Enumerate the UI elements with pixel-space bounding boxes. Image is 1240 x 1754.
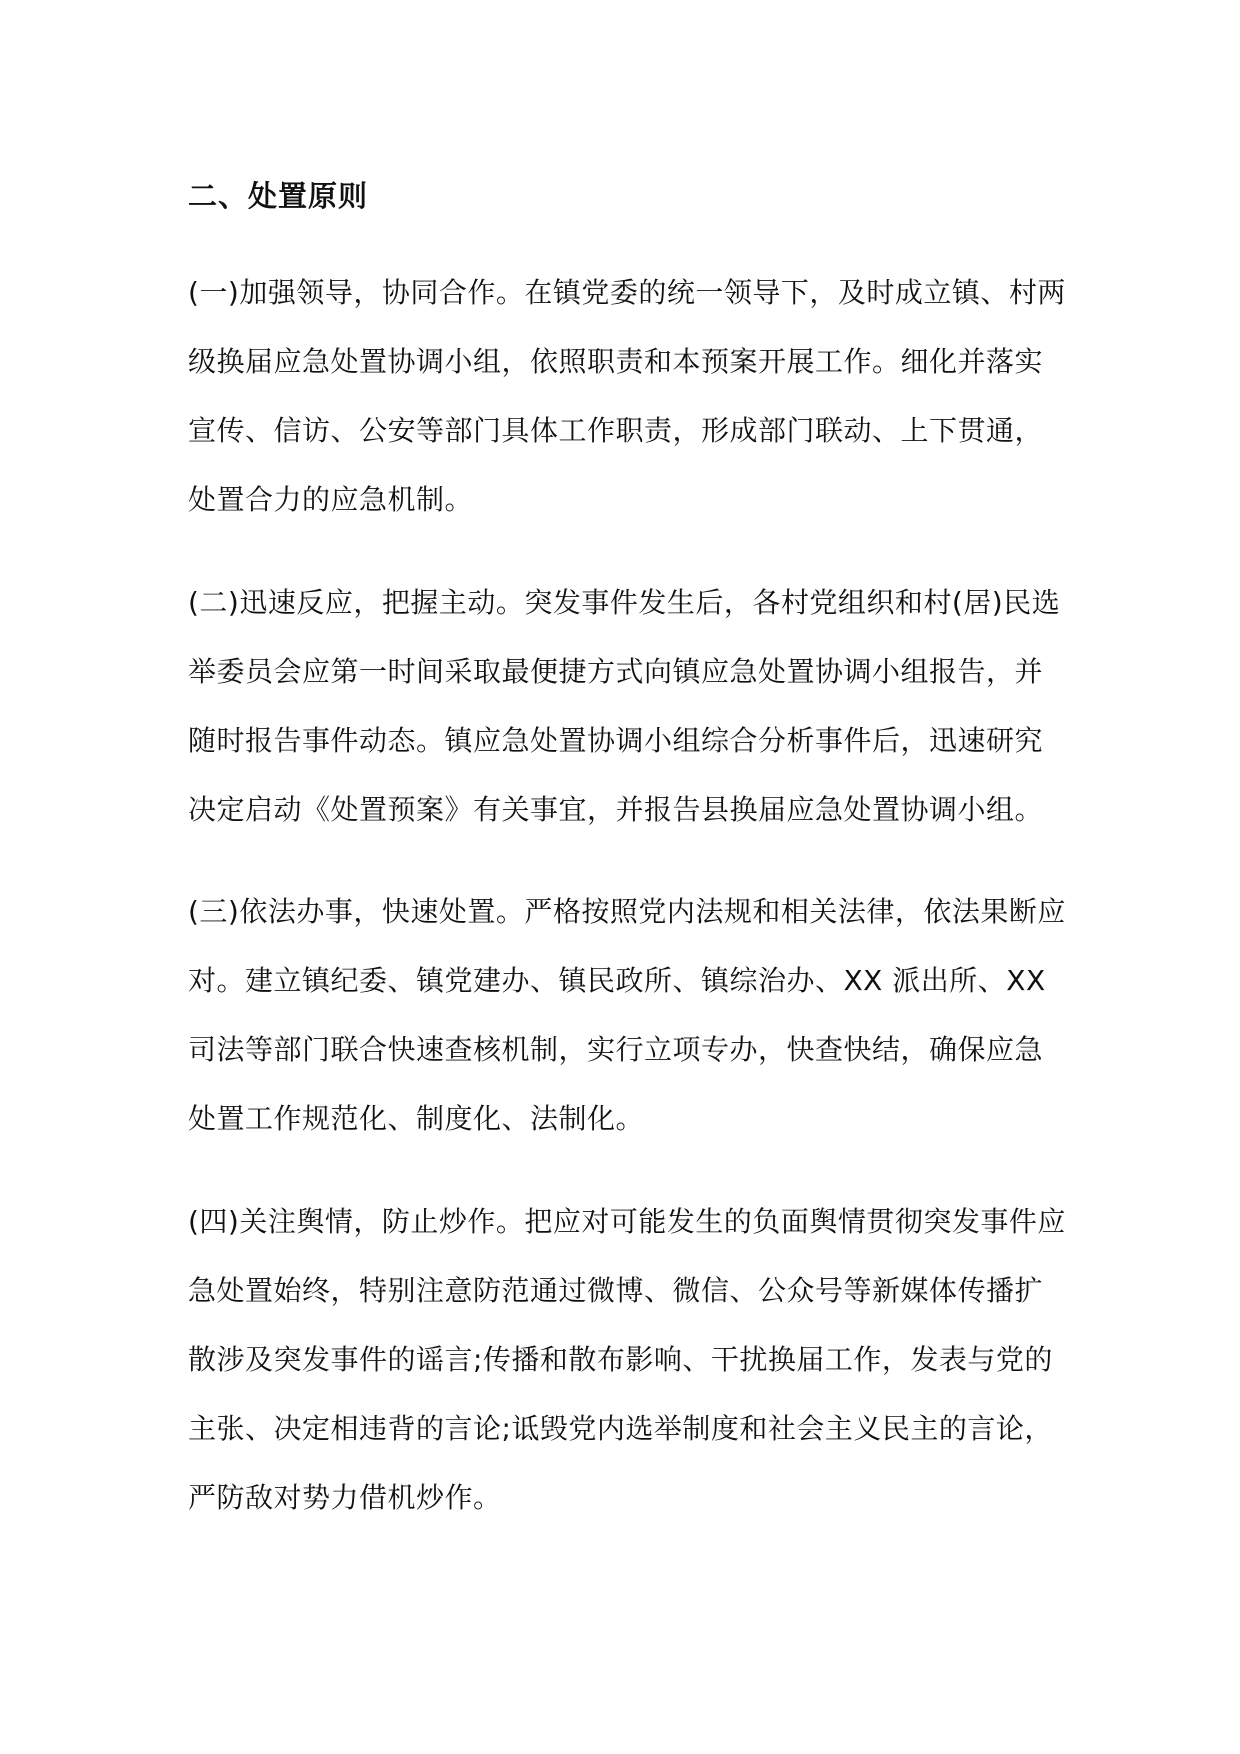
text-line: 级换届应急处置协调小组，依照职责和本预案开展工作。细化并落实 xyxy=(188,345,1044,378)
text-line: (三)依法办事，快速处置。严格按照党内法规和相关法律，依法果断应 xyxy=(188,895,1066,928)
principle-3 xyxy=(188,877,1068,1153)
principle-2 xyxy=(188,568,1068,844)
text-line: (二)迅速反应，把握主动。突发事件发生后，各村党组织和村(居)民选 xyxy=(188,586,1061,619)
text-line: 宣传、信访、公安等部门具体工作职责，形成部门联动、上下贯通， xyxy=(188,414,1044,447)
text-line: 随时报告事件动态。镇应急处置协调小组综合分析事件后，迅速研究 xyxy=(188,724,1044,757)
text-line: 急处置始终，特别注意防范通过微博、微信、公众号等新媒体传播扩 xyxy=(188,1274,1044,1307)
text-line: 散涉及突发事件的谣言;传播和散布影响、干扰换届工作，发表与党的 xyxy=(188,1343,1053,1376)
text-line: (四)关注舆情，防止炒作。把应对可能发生的负面舆情贯彻突发事件应 xyxy=(188,1205,1066,1238)
text-line: 对。建立镇纪委、镇党建办、镇民政所、镇综治办、XX 派出所、XX xyxy=(188,964,1046,997)
text-line: (一)加强领导，协同合作。在镇党委的统一领导下，及时成立镇、村两 xyxy=(188,276,1066,309)
principle-1 xyxy=(188,258,1068,534)
text-line: 举委员会应第一时间采取最便捷方式向镇应急处置协调小组报告，并 xyxy=(188,655,1044,688)
text-line: 司法等部门联合快速查核机制，实行立项专办，快查快结，确保应急 xyxy=(188,1033,1044,1066)
text-line: 处置工作规范化、制度化、法制化。 xyxy=(188,1102,645,1135)
text-line: 主张、决定相违背的言论;诋毁党内选举制度和社会主义民主的言论， xyxy=(188,1412,1053,1445)
text-line: 决定启动《处置预案》有关事宜，并报告县换届应急处置协调小组。 xyxy=(188,793,1044,826)
section-title: 二、处置原则 xyxy=(188,179,369,213)
text-line: 处置合力的应急机制。 xyxy=(188,483,474,516)
principle-4 xyxy=(188,1187,1068,1532)
text-line: 严防敌对势力借机炒作。 xyxy=(188,1481,502,1514)
